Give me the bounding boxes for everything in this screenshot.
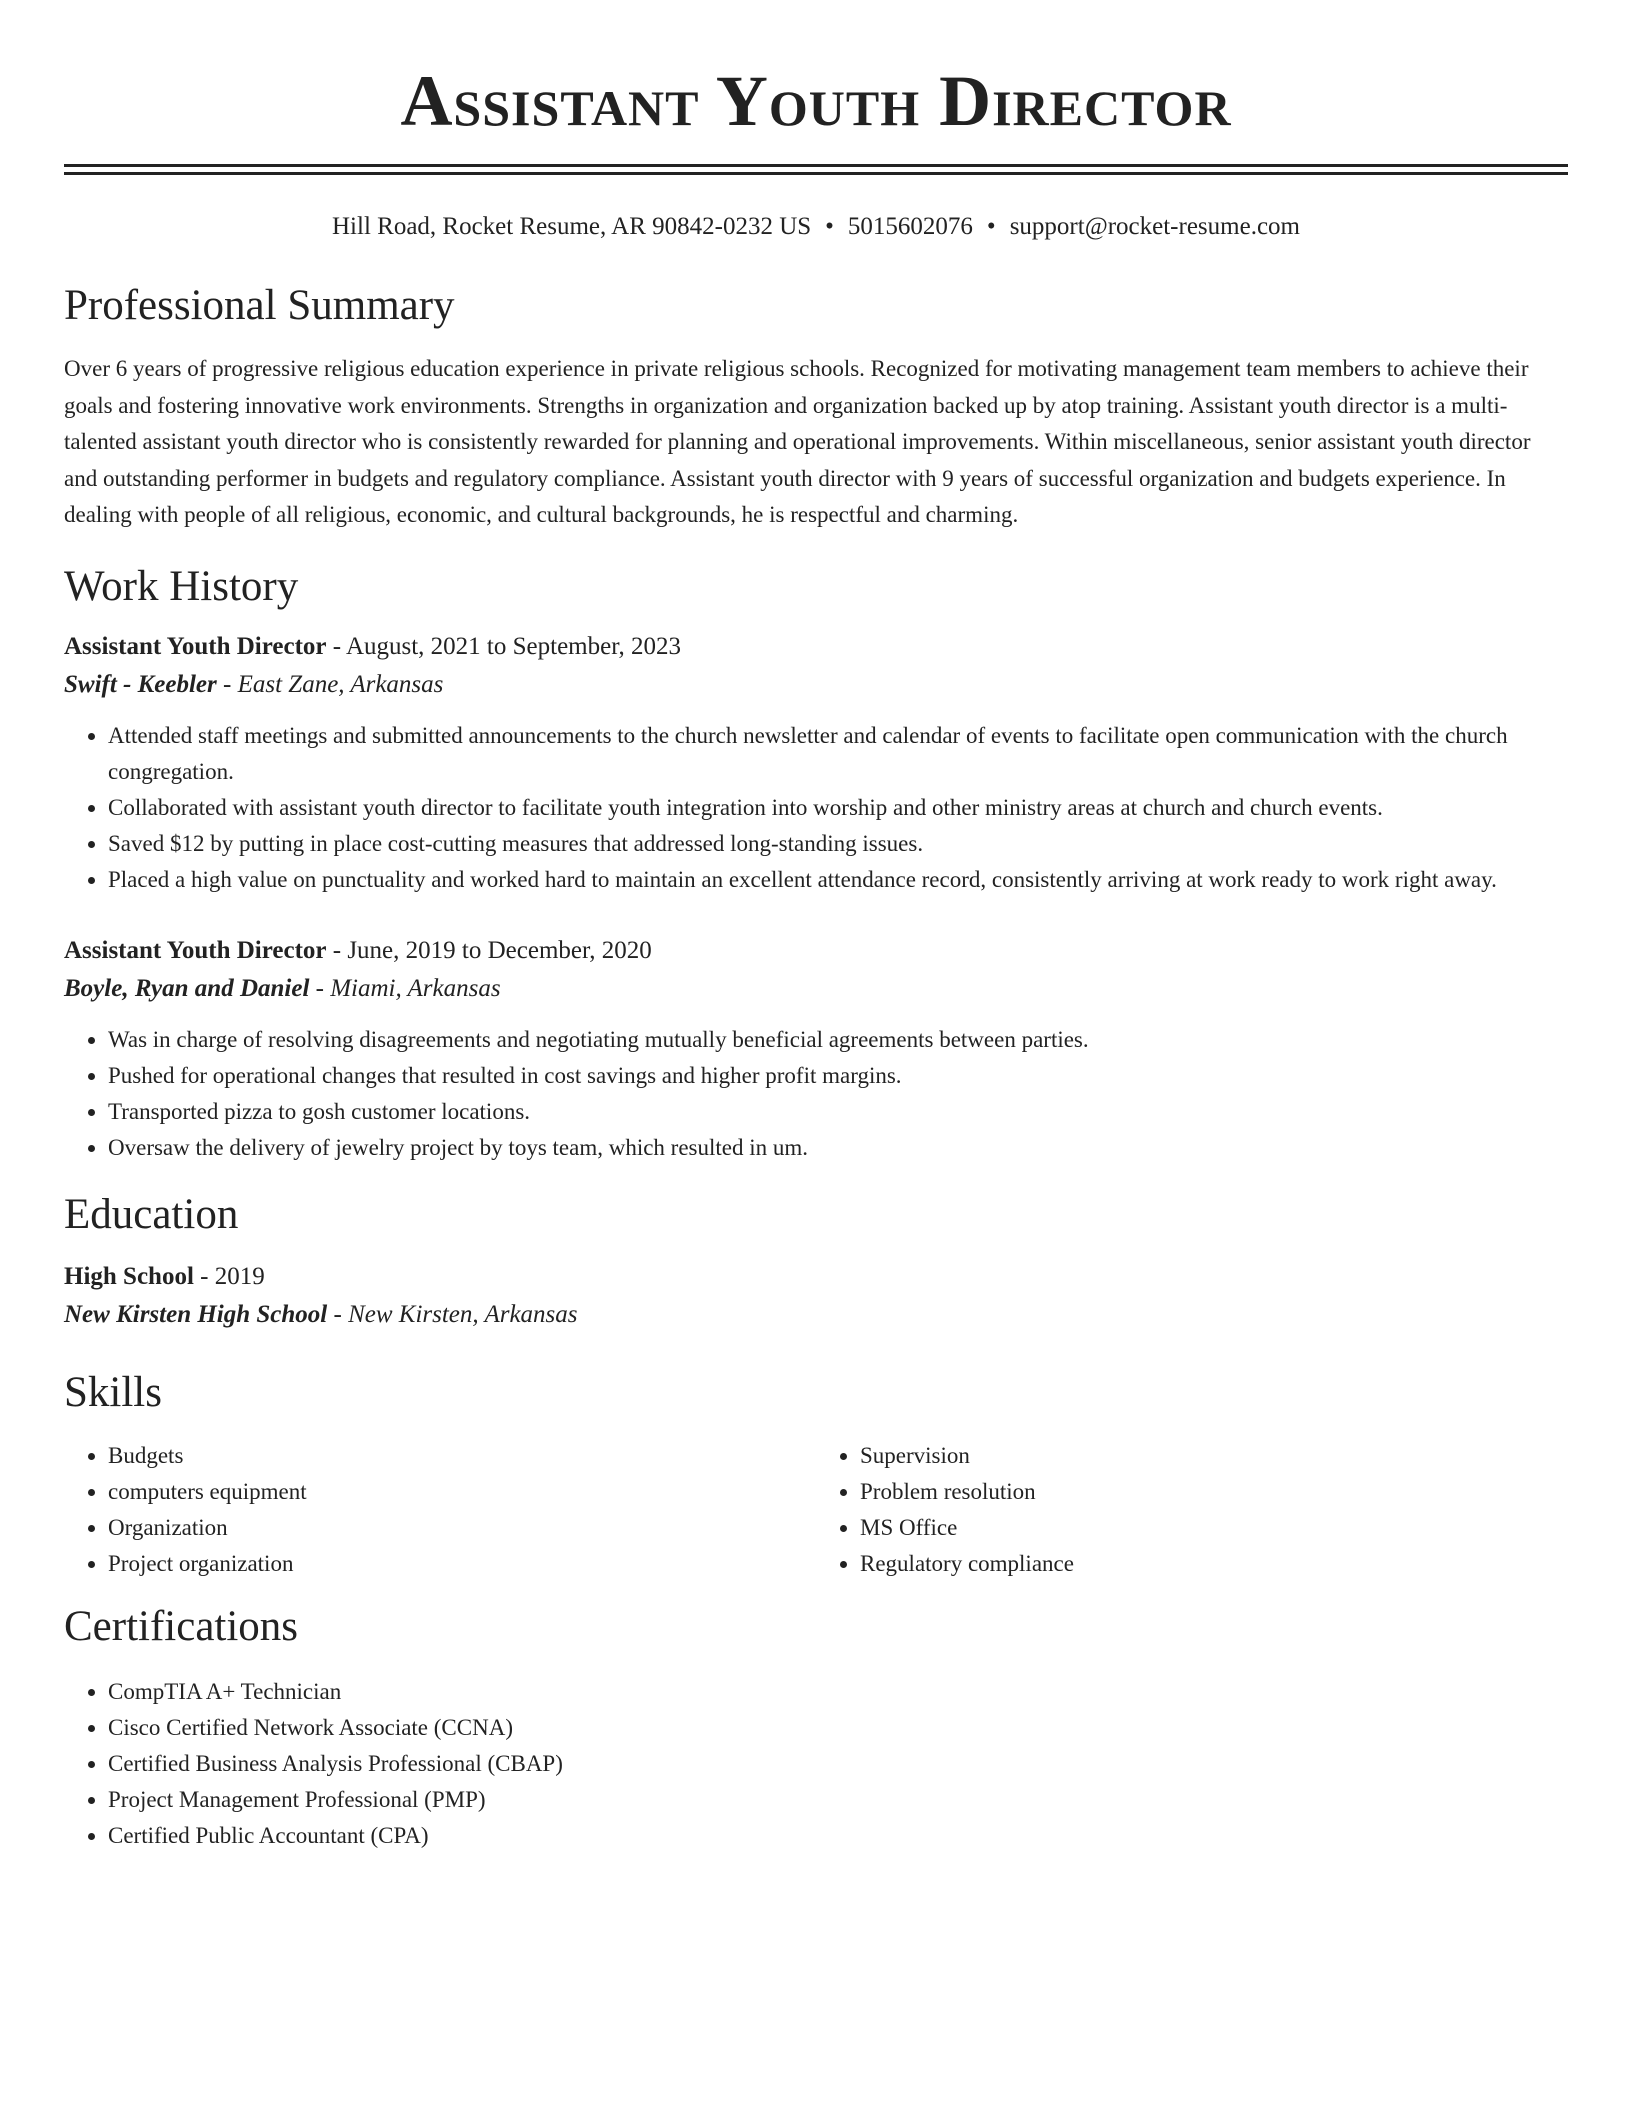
job-title-line (64, 628, 1568, 666)
contact-separator: • (825, 213, 834, 240)
resume-name: Assistant Youth Director (400, 61, 1232, 141)
list-item: • Regulatory compliance (860, 1546, 1568, 1582)
contact-line (64, 211, 1568, 243)
list-item: • Pushed for operational changes that resulted in cost savings and higher profit margins. (108, 1058, 1568, 1094)
education-location: - New Kirsten, Arkansas (327, 1300, 578, 1328)
skills-column-right (816, 1438, 1568, 1582)
skills-grid (64, 1438, 1568, 1582)
list-item: • Was in charge of resolving disagreements and negotiating mutually beneficial agreements between parties. (108, 1022, 1568, 1058)
job-company-line (64, 970, 1568, 1008)
job-location: - East Zane, Arkansas (216, 670, 444, 698)
job-entry (64, 932, 1568, 1166)
job-company: Boyle, Ryan and Daniel (64, 974, 310, 1002)
summary-section (64, 281, 1568, 534)
certifications-list (64, 1674, 1568, 1854)
list-item: • Transported pizza to gosh customer locations. (108, 1094, 1568, 1130)
list-item: • computers equipment (108, 1474, 816, 1510)
certifications-heading: Certifications (64, 1602, 299, 1650)
work-history-heading: Work History (64, 562, 299, 610)
list-item: • Oversaw the delivery of jewelry project by toys team, which resulted in um. (108, 1130, 1568, 1166)
education-year: - 2019 (193, 1262, 265, 1290)
list-item: • Collaborated with assistant youth director to facilitate youth integration into worship and other ministry areas at church and church events. (108, 790, 1568, 826)
education-entry (64, 1258, 1568, 1334)
list-item: • Project organization (108, 1546, 816, 1582)
resume-page (64, 0, 1568, 1854)
list-item: • Placed a high value on punctuality and worked hard to maintain an excellent attendance record, consistently arriving at work ready to work right away. (108, 862, 1568, 898)
list-item: • Saved $12 by putting in place cost-cutting measures that addressed long-standing issues. (108, 826, 1568, 862)
education-degree: High School (64, 1262, 194, 1290)
list-item: • Attended staff meetings and submitted announcements to the church newsletter and calendar of events to facilitate open communication with the church congregation. (108, 718, 1568, 790)
job-title-line (64, 932, 1568, 970)
education-heading: Education (64, 1190, 239, 1238)
skills-column-left (64, 1438, 816, 1582)
job-title: Assistant Youth Director (64, 632, 327, 660)
list-item: • Certified Public Accountant (CPA) (108, 1818, 1568, 1854)
contact-email: support@rocket-resume.com (1009, 213, 1300, 240)
list-item: • MS Office (860, 1510, 1568, 1546)
list-item: • Budgets (108, 1438, 816, 1474)
work-history-section (64, 562, 1568, 1166)
header-double-rule (64, 164, 1568, 175)
list-item: • Organization (108, 1510, 816, 1546)
contact-phone: 5015602076 (847, 213, 973, 240)
job-company: Swift - Keebler (64, 670, 217, 698)
list-item: • Cisco Certified Network Associate (CCNA) (108, 1710, 1568, 1746)
contact-address: Hill Road, Rocket Resume, AR 90842-0232 US (332, 213, 812, 240)
list-item: • CompTIA A+ Technician (108, 1674, 1568, 1710)
education-school-line (64, 1296, 1568, 1334)
education-degree-line (64, 1258, 1568, 1296)
job-bullets (64, 718, 1568, 898)
job-title: Assistant Youth Director (64, 936, 327, 964)
job-dates: - August, 2021 to September, 2023 (326, 632, 682, 660)
list-item: • Problem resolution (860, 1474, 1568, 1510)
certifications-section (64, 1602, 1568, 1854)
job-location: - Miami, Arkansas (309, 974, 501, 1002)
summary-text: Over 6 years of progressive religious education experience in private religious schools. Recognized for motivating management team members to achieve their goals and fostering innovative work environments. Strengths in organization and organization backed up by atop training. Assistant youth director is a multi-talented assistant youth director who is consistently rewarded for planning and operational improvements. Within miscellaneous, senior assistant youth director and outstanding performer in budgets and regulatory compliance. Assistant youth director with 9 years of successful organization and budgets experience. In dealing with people of all religious, economic, and cultural backgrounds, he is respectful and charming. (64, 356, 1531, 527)
skills-section (64, 1368, 1568, 1582)
skills-heading: Skills (64, 1368, 162, 1416)
list-item: • Supervision (860, 1438, 1568, 1474)
job-bullets (64, 1022, 1568, 1166)
contact-separator: • (986, 213, 996, 240)
job-entry (64, 628, 1568, 898)
job-company-line (64, 666, 1568, 704)
education-section (64, 1190, 1568, 1334)
job-dates: - June, 2019 to December, 2020 (326, 936, 652, 964)
education-school: New Kirsten High School (64, 1300, 328, 1328)
list-item: • Certified Business Analysis Professional (CBAP) (108, 1746, 1568, 1782)
list-item: • Project Management Professional (PMP) (108, 1782, 1568, 1818)
summary-heading: Professional Summary (64, 282, 455, 329)
